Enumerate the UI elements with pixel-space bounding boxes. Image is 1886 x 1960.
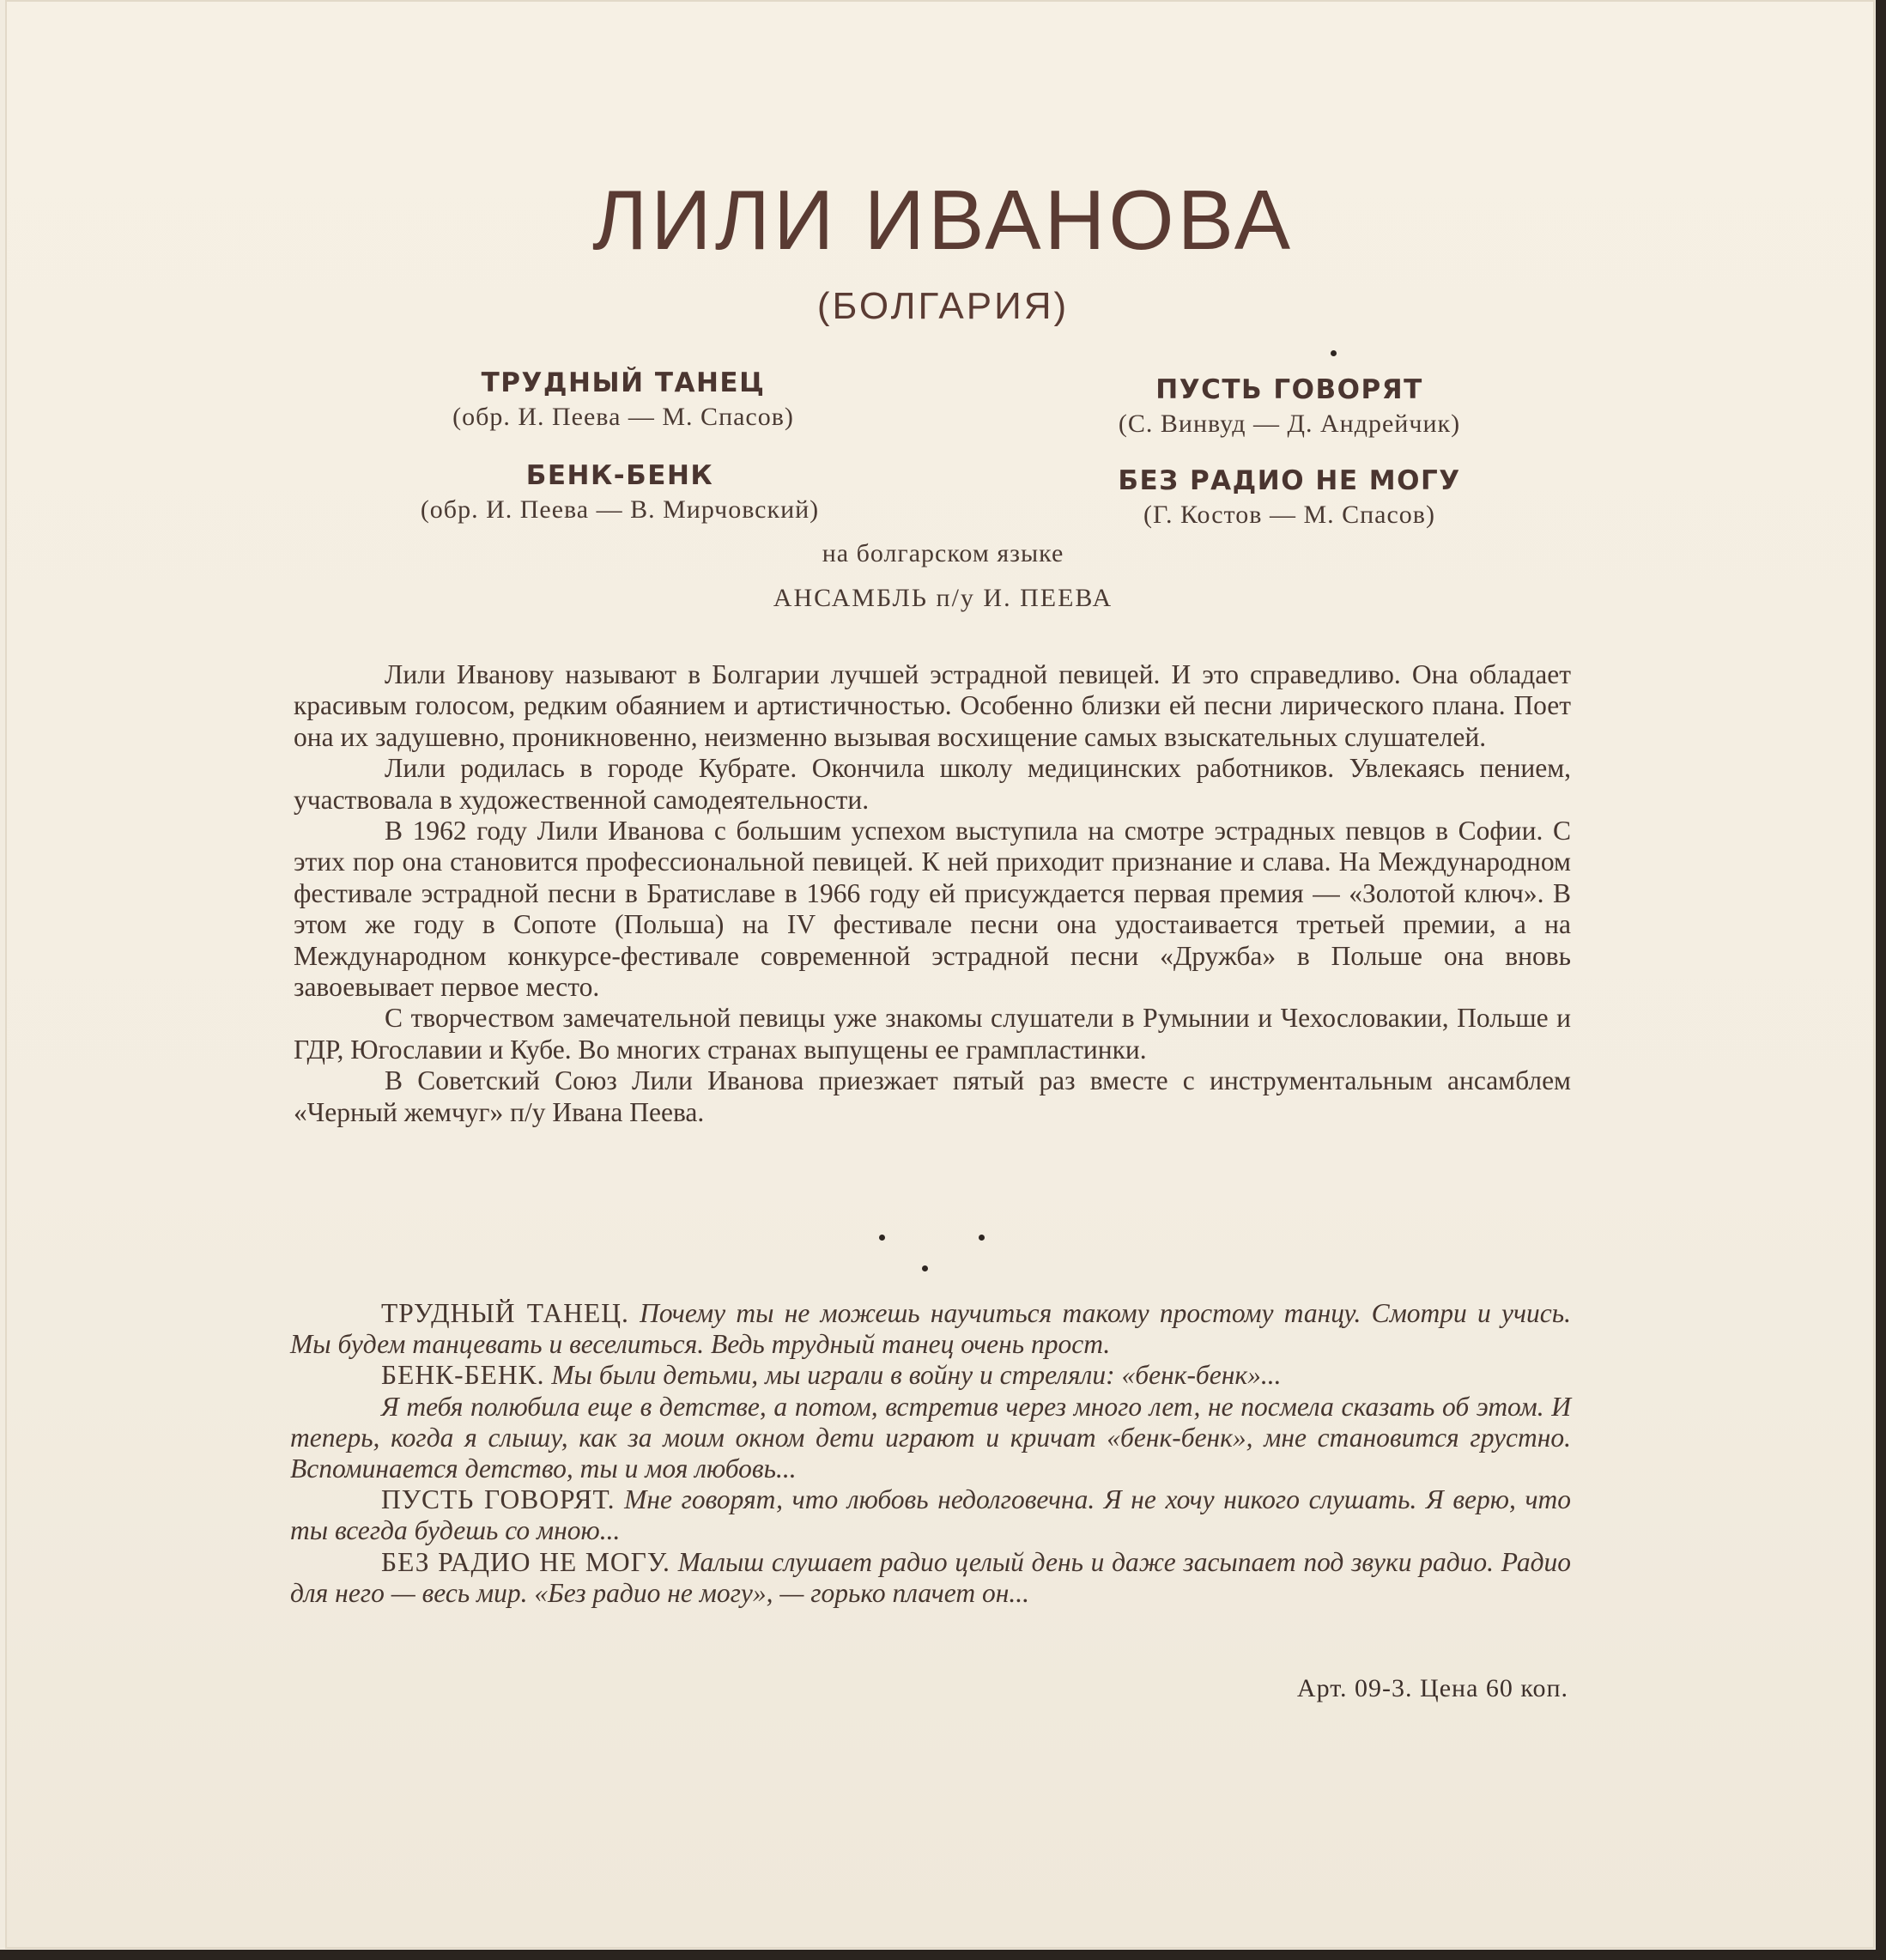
summary-title: ТРУДНЫЙ ТАНЕЦ. (381, 1298, 629, 1328)
song-title: БЕНК-БЕНК (525, 460, 714, 491)
artist-title: ЛИЛИ ИВАНОВА (591, 173, 1295, 267)
separator-dot (879, 1235, 885, 1241)
summary-paragraph (290, 1298, 1571, 1360)
song-title: ПУСТЬ ГОВОРЯТ (1155, 374, 1423, 405)
biography-paragraph: В 1962 году Лили Иванова с большим успехом выступила на смотре эстрадных певцов в Софии. С этих пор она становится профессиональной певицей. К ней приходит признание и слава. На Международном фестивале эстрадной песни в Братиславе в 1966 году ей присуждается первая премия — «Золотой ключ». В этом же году в Сопоте (Польша) на IV фестивале песни она удостаивается третьей премии, а на Международном конкурсе-фестивале современной эстрадной песни «Дружба» в Польше она вновь завоевывает первое место. (294, 816, 1571, 1003)
summary-text: Малыш слушает радио целый день и даже засыпает под звуки радио. Радио для него — весь мир. «Без радио не могу», — горько плачет он... (290, 1546, 1572, 1608)
summary-title: БЕЗ РАДИО НЕ МОГУ. (381, 1546, 670, 1577)
song-entry (337, 458, 903, 527)
summary-text: Почему ты не можешь научиться такому простому танцу. Смотри и учись. Мы будем танцевать и веселиться. Ведь трудный танец очень прост. (290, 1298, 1571, 1360)
song-title: ТРУДНЫЙ ТАНЕЦ (481, 367, 766, 398)
biography-paragraph: Лили Иванову называют в Болгарии лучшей эстрадной певицей. И это справедливо. Она обладает красивым голосом, редким обаянием и артистичностью. Особенно близки ей песни лирического плана. Поет она их задушевно, проникновенно, неизменно вызывая восхищение самых взыскательных слушателей. (294, 659, 1571, 752)
biography-paragraph: С творчеством замечательной певицы уже знакомы слушатели в Румынии и Чехословакии, Польше и ГДР, Югославии и Кубе. Во многих странах выпущены ее грампластинки. (294, 1003, 1571, 1065)
summary-paragraph (290, 1547, 1571, 1609)
song-entry (1006, 373, 1573, 441)
summary-text: Я тебя полюбила еще в детстве, а потом, встретив через много лет, не посмела сказать об этом. И теперь, когда я слышу, как за моим окном дети играют и кричат «бенк-бенк», мне становится грустно. Вспоминается детство, ты и моя любовь... (290, 1391, 1571, 1484)
song-credit: (С. Винвуд — Д. Андрейчик) (1118, 410, 1461, 438)
summary-text: Мне говорят, что любовь недолговечна. Я не хочу никого слушать. Я верю, что ты всегда будешь со мною... (290, 1484, 1571, 1546)
biography-text (294, 659, 1571, 1128)
artist-country: (БОЛГАРИЯ) (816, 285, 1070, 327)
biography-paragraph: Лили родилась в городе Кубрате. Окончила школу медицинских работников. Увлекаясь пением, участвовала в художественной самодеятельности. (294, 753, 1571, 815)
song-credit: (Г. Костов — М. Спасов) (1143, 501, 1435, 529)
scan-edge-bottom (0, 1950, 1886, 1960)
summary-text: Мы были детьми, мы играли в войну и стреляли: «бенк-бенк»... (551, 1360, 1282, 1391)
summary-paragraph (290, 1392, 1571, 1485)
song-entry (366, 366, 881, 434)
language-note: на болгарском языке (822, 539, 1064, 567)
summary-title: ПУСТЬ ГОВОРЯТ. (381, 1484, 616, 1515)
summary-paragraph (290, 1360, 1571, 1391)
biography-paragraph: В Советский Союз Лили Иванова приезжает пятый раз вместе с инструментальным ансамблем «Черный жемчуг» п/у Ивана Пеева. (294, 1065, 1571, 1127)
song-summaries (290, 1298, 1571, 1609)
print-speck (1331, 350, 1337, 356)
song-entry (1006, 464, 1573, 532)
song-title: БЕЗ РАДИО НЕ МОГУ (1118, 465, 1461, 496)
song-credit: (обр. И. Пеева — В. Мирчовский) (420, 495, 820, 524)
song-credit: (обр. И. Пеева — М. Спасов) (452, 403, 794, 431)
separator-dot (922, 1265, 928, 1271)
summary-paragraph (290, 1484, 1571, 1546)
ensemble-credit: АНСАМБЛЬ п/у И. ПЕЕВА (773, 584, 1113, 612)
summary-title: БЕНК-БЕНК. (381, 1360, 545, 1391)
separator-dot (979, 1235, 985, 1241)
price-article: Арт. 09-3. Цена 60 коп. (1296, 1674, 1568, 1702)
